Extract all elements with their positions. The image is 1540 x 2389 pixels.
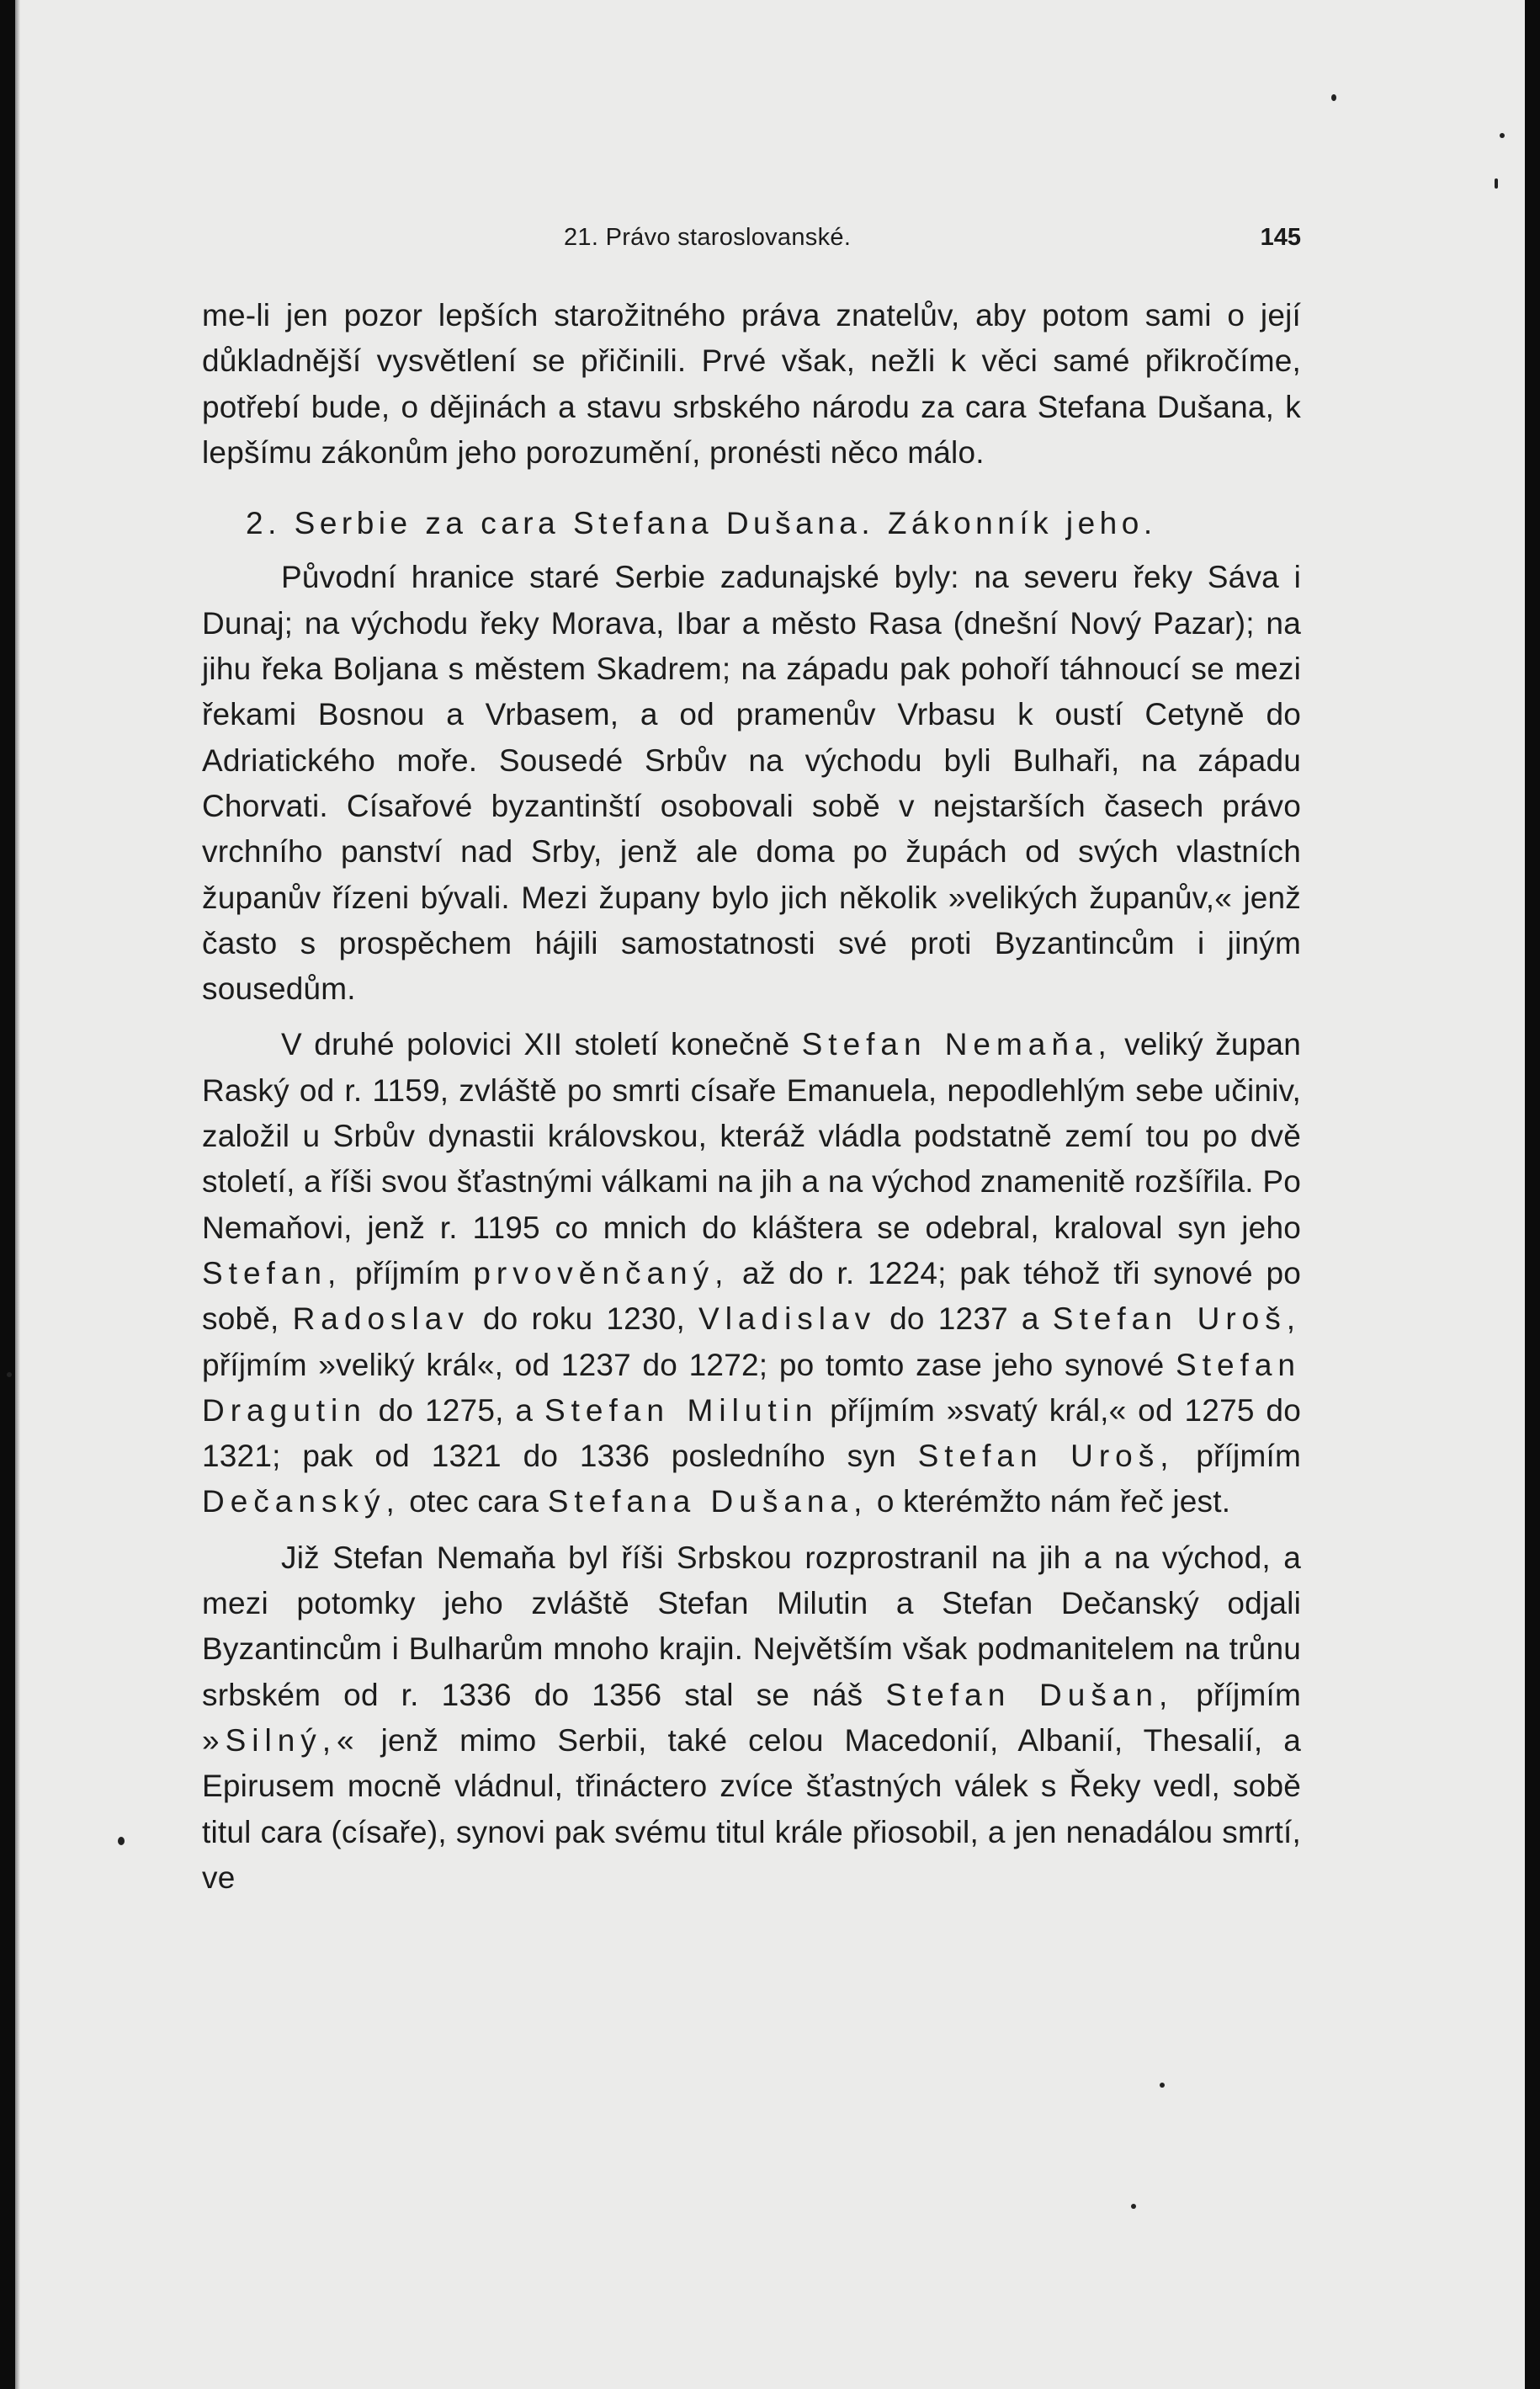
text-run: o kterémžto nám řeč jest.	[876, 1484, 1231, 1519]
scan-speck	[118, 1837, 125, 1845]
text-run: příjmím »veliký král«, od 1237 do 1272; po tomto zase jeho synové	[202, 1347, 1165, 1382]
spaced-name: Stefan,	[202, 1255, 343, 1290]
text-run: V druhé polovici XII století konečně	[281, 1027, 790, 1062]
paragraph-borders: Původní hranice staré Serbie zadunajské byly: na severu řeky Sáva i Dunaj; na východu řeky Morava, Ibar a město Rasa (dnešní Nový Pazar); na jihu řeka Boljana s městem Skadrem; na západu pak pohoří táhnoucí se mezi řekami Bosnou a Vrbasem, a od pramenův Vrbasu k oustí Cetyně do Adriatického moře. Sousedé Srbův na východu byli Bulhaři, na západu Chorvati. Císařové byzantinští osobovali sobě v nejstarších časech právo vrchního panství nad Srby, jenž ale doma po župách od svých vlastních županův řízeni bývali. Mezi župany bylo jich několik »velikých županův,« jenž často s prospěchem hájili samostatnosti své proti Byzantincům i jiným sousedům.	[202, 560, 1301, 1007]
spaced-name: Stefan Uroš,	[1052, 1301, 1302, 1337]
intro-paragraph: me-li jen pozor lepších starožitného práva znatelův, aby potom sami o její důkladnější vysvětlení se přičinili. Prvé však, nežli k věci samé přikročíme, potřebí bude, o dějinách a stavu srbského národu za cara Stefana Dušana, k lepšímu zákonům jeho porozumění, pronésti něco málo.	[202, 298, 1301, 470]
scan-speck	[1331, 94, 1336, 101]
spaced-name: Stefan Dragutin	[202, 1347, 1301, 1428]
text-run: příjmím	[1196, 1677, 1301, 1712]
text-run: příjmím	[1196, 1439, 1302, 1474]
text-run: Již Stefan Nemaňa byl říši Srbskou rozprostranil na jih a na východ, a mezi potomky jeho zvláště Stefan Milutin a Stefan Dečanský odjali Byzantincům i Bulharům mnoho krajin. Největším však podmanitelem na trůnu srbském od r. 1336 do 1356 stal se náš	[202, 1540, 1301, 1712]
spaced-name: »Silný,«	[202, 1722, 360, 1758]
text-run: příjmím »svatý král,« od 1275 do 1321; pak od 1321 do 1336 posledního syn	[202, 1392, 1301, 1474]
section-heading: 2. Serbie za cara Stefana Dušana. Zákonník jeho.	[246, 506, 1157, 541]
scan-speck	[1500, 133, 1505, 138]
page-body	[202, 293, 1301, 1901]
text-run: otec cara	[409, 1484, 539, 1519]
spaced-name: Stefan Uroš,	[917, 1439, 1175, 1474]
paragraph-nemanja-dynasty	[202, 1022, 1301, 1524]
text-run: do roku 1230,	[482, 1301, 685, 1337]
spaced-name: prvověnčaný,	[473, 1255, 730, 1290]
spaced-name: Stefan Nemaňa,	[801, 1027, 1113, 1062]
spaced-name: Vladislav	[698, 1301, 877, 1337]
scan-speck	[1160, 2083, 1165, 2088]
spaced-name: Stefana Dušana,	[547, 1484, 868, 1519]
spaced-name: Stefan Dušan,	[885, 1677, 1174, 1712]
text-run: do 1275, a	[378, 1392, 534, 1428]
running-header	[202, 224, 1301, 261]
scan-speck	[1495, 178, 1498, 189]
scan-speck	[1131, 2204, 1136, 2209]
scan-speck	[7, 1372, 12, 1377]
spaced-name: Stefan Milutin	[544, 1392, 819, 1428]
chapter-title: 21. Právo staroslovanské.	[564, 224, 852, 251]
text-run: jenž mimo Serbii, také celou Macedonií, Albanií, Thesalií, a Epirusem mocně vládnul, třináctero zvíce šťastných válek s Řeky vedl, sobě titul cara (císaře), synovi pak svému titul krále přiosobil, a jen nenadálou smrtí, ve	[202, 1722, 1301, 1895]
paragraph-stefan-dusan	[202, 1535, 1301, 1901]
text-run: do 1237 a	[889, 1301, 1039, 1337]
spaced-name: Dečanský,	[202, 1484, 401, 1519]
text-run: příjmím	[354, 1255, 460, 1290]
page-number: 145	[1260, 224, 1301, 251]
text-run: veliký župan Raský od r. 1159, zvláště po smrti císaře Emanuela, nepodlehlým sebe učiniv, založil u Srbův dynastii královskou, kteráž vládla podstatně zemí tou po dvě století, a říši svou šťastnými válkami na jih a na východ znamenitě rozšířila. Po Nemaňovi, jenž r. 1195 co mnich do kláštera se odebral, kraloval syn jeho	[202, 1027, 1301, 1245]
spaced-name: Radoslav	[292, 1301, 470, 1337]
text-run: až do r. 1224; pak téhož tři synové po sobě,	[202, 1255, 1301, 1337]
page-edge-shadow	[15, 0, 20, 2389]
